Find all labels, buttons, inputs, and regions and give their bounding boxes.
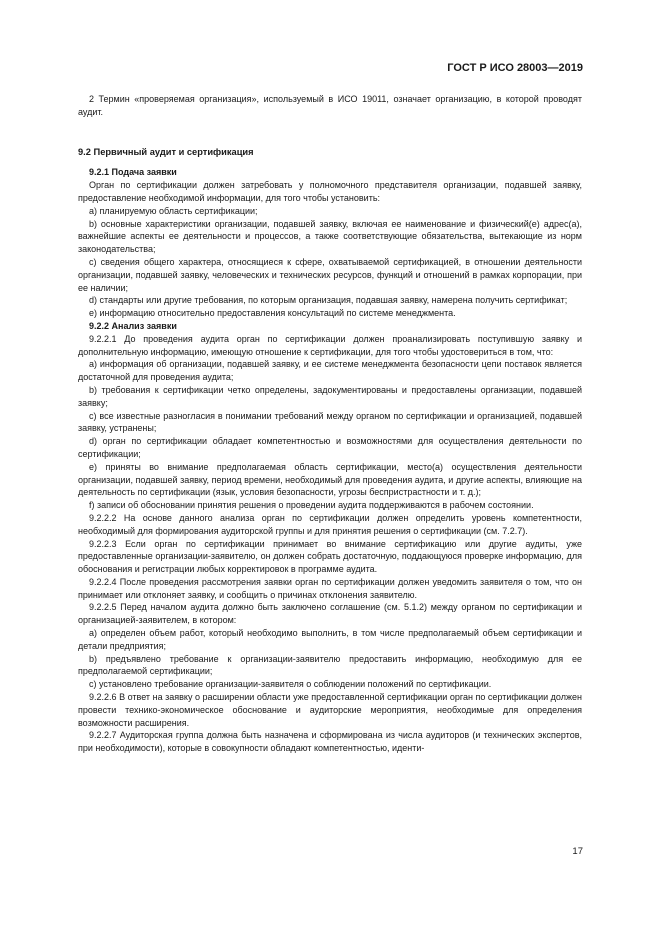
paragraph: 9.2.2.7 Аудиторская группа должна быть назначена и сформирована из числа аудиторов (и технических экспертов, при необходимости), которые в совокупности обладают компетентностью, иденти- <box>78 730 582 754</box>
list-item: d) стандарты или другие требования, по которым организация, подавшая заявку, намерена получить сертификат; <box>89 295 568 306</box>
list-item: c) все известные разногласия в понимании требований между органом по сертификации и организацией, подавшей заявку, устранены; <box>78 410 582 434</box>
paragraph: 9.2.2.4 После проведения рассмотрения заявки орган по сертификации должен уведомить заявителя о том, что он принимает или отклоняет заявку, и сообщить о причинах отклонения заявителю. <box>78 576 582 600</box>
subsection-heading-9-2-2: 9.2.2 Анализ заявки <box>89 320 177 331</box>
list-item: e) приняты во внимание предполагаемая область сертификации, место(а) осуществления деятельности организации, подавшей заявку, период времени, необходимый для проведения аудита, и другие аспекты, влияющие на деятельность по сертификации (язык, условия безопасности, угрозы беспристрастности и т. д.); <box>78 461 582 498</box>
section-heading-9-2: 9.2 Первичный аудит и сертификация <box>78 146 254 157</box>
list-item: d) орган по сертификации обладает компетентностью и возможностями для осуществления деятельности по сертификации; <box>78 436 582 459</box>
paragraph: 9.2.2.3 Если орган по сертификации принимает во внимание сертификацию или другие аудиты, уже предоставленные организации-заявителю, он должен собрать достаточную, поддающуюся проверке информацию, для обоснования и регистрации любых корректировок в программе аудита. <box>78 538 582 575</box>
paragraph: 9.2.2.1 До проведения аудита орган по сертификации должен проанализировать поступившую заявку и дополнительную информацию, имеющую отношение к сертификации, для того чтобы удостовериться в том, что: <box>78 333 582 357</box>
paragraph: Орган по сертификации должен затребовать у полномочного представителя организации, подавшей заявку, предоставление необходимой информации, для того чтобы установить: <box>78 180 582 203</box>
list-item: а) информация об организации, подавшей заявку, и ее системе менеджмента безопасности цепи поставок является достаточной для проведения аудита; <box>78 359 582 383</box>
page-number: 17 <box>572 846 583 857</box>
list-item: c) установлено требование организации-заявителя о соблюдении положений по сертификации. <box>89 679 492 690</box>
list-item: а) планируемую область сертификации; <box>89 205 258 216</box>
list-item: а) определен объем работ, который необходимо выполнить, в том числе предполагаемый объем сертификации и детали предприятия; <box>78 628 582 651</box>
document-number: ГОСТ Р ИСО 28003—2019 <box>447 62 583 74</box>
subsection-heading-9-2-1: 9.2.1 Подача заявки <box>89 167 177 178</box>
list-item: b) основные характеристики организации, подавшей заявку, включая ее наименование и физический(е) адрес(а), важнейшие аспекты ее деятельности и процессов, а также соответствующие обязательства, вытекающие из норм законодательства; <box>78 218 582 255</box>
note-2: 2 Термин «проверяемая организация», используемый в ИСО 19011, означает организацию, в которой проводят аудит. <box>78 94 582 117</box>
paragraph: 9.2.2.2 На основе данного анализа орган по сертификации должен определить уровень компетентности, необходимый для формирования аудиторской группы и для принятия решения о сертификации (см. 7.2.7). <box>78 512 582 536</box>
list-item: b) требования к сертификации четко определены, задокументированы и предоставлены организации, подавшей заявку; <box>78 384 582 408</box>
list-item: b) предъявлено требование к организации-заявителю предоставить информацию, необходимую для ее предполагаемой сертификации; <box>78 653 582 677</box>
list-item: e) информацию относительно предоставления консультаций по системе менеджмента. <box>89 308 456 319</box>
list-item: f) записи об обосновании принятия решения о проведении аудита поддерживаются в рабочем состоянии. <box>89 500 534 511</box>
page-content <box>78 88 582 755</box>
paragraph: 9.2.2.6 В ответ на заявку о расширении области уже предоставленной сертификации орган по сертификации должен провести технико-экономическое обоснование и аудиторские мероприятия, необходимые для определения возможности расширения. <box>78 692 582 728</box>
paragraph: 9.2.2.5 Перед началом аудита должно быть заключено соглашение (см. 5.1.2) между органом по сертификации и организацией-заявителем, в котором: <box>78 602 582 626</box>
list-item: c) сведения общего характера, относящиеся к сфере, охватываемой сертификацией, в отношении деятельности организации, подавшей заявку, человеческих и технических ресурсов, функций и отношений в рамках корпорации, при ее наличии; <box>78 256 582 293</box>
